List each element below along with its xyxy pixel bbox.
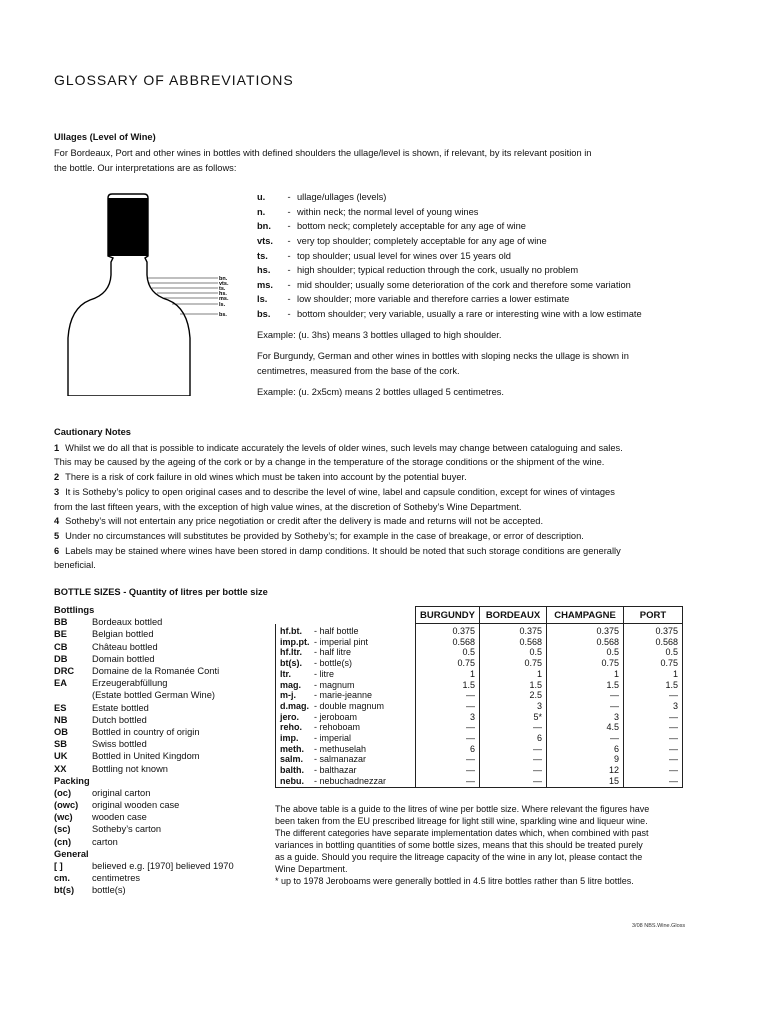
- list-item: bt(s) bottle(s): [54, 885, 126, 896]
- litre-value-cell: —: [547, 690, 624, 701]
- litre-value-cell: 0.568: [480, 637, 547, 648]
- litre-value-cell: 0.375: [480, 624, 547, 637]
- litre-value-cell: —: [624, 765, 683, 776]
- litre-value-cell: —: [624, 776, 683, 787]
- mark-ls: ls.: [219, 302, 226, 308]
- mark-ts: ts.: [219, 286, 226, 292]
- mark-bs: bs.: [219, 312, 227, 318]
- litre-value-cell: 3: [416, 712, 480, 723]
- litre-value-cell: 1.5: [416, 680, 480, 691]
- size-name-cell: mag. - magnum: [276, 680, 416, 691]
- litre-value-cell: 0.568: [547, 637, 624, 648]
- note-line: 2 There is a risk of cork failure in old wines which must be taken into account by the potential buyer.: [54, 472, 467, 483]
- litre-value-cell: —: [480, 722, 547, 733]
- litre-value-cell: 5*: [480, 712, 547, 723]
- bottle-outline-icon: [68, 194, 190, 396]
- size-name-cell: hf.bt. - half bottle: [276, 624, 416, 637]
- list-item: UK Bottled in United Kingdom: [54, 751, 200, 762]
- note-line: as a guide. Should you require the litreage capacity of the wine in any lot, please contact the: [275, 852, 643, 862]
- litre-value-cell: 0.5: [547, 647, 624, 658]
- list-item: (wc) wooden case: [54, 812, 147, 823]
- bottle-size-table: [275, 606, 683, 788]
- table-row: [276, 744, 683, 755]
- litre-value-cell: —: [624, 690, 683, 701]
- col-champagne: CHAMPAGNE: [547, 607, 624, 624]
- note-line: * up to 1978 Jeroboams were generally bottled in 4.5 litre bottles rather than 5 litre bottles.: [275, 876, 634, 886]
- litre-value-cell: —: [416, 754, 480, 765]
- size-name-cell: hf.ltr. - half litre: [276, 647, 416, 658]
- litre-value-cell: 0.75: [480, 658, 547, 669]
- note-line: from the last fifteen years, with the exception of high value wines, at the discretion of Sotheby’s Wine Department.: [54, 501, 522, 512]
- list-item: NB Dutch bottled: [54, 714, 147, 725]
- list-item: (cn) carton: [54, 836, 118, 847]
- list-item: EA Erzeugerabfüllung: [54, 678, 168, 689]
- table-row: [276, 680, 683, 691]
- table-row: [276, 669, 683, 680]
- litre-value-cell: 2.5: [480, 690, 547, 701]
- table-row: [276, 765, 683, 776]
- list-item: (sc) Sotheby’s carton: [54, 824, 162, 835]
- litre-value-cell: 0.75: [547, 658, 624, 669]
- size-name-cell: salm. - salmanazar: [276, 754, 416, 765]
- bottle-diagram: [60, 190, 260, 396]
- list-item: BB Bordeaux bottled: [54, 617, 163, 628]
- example-hs: Example: (u. 3hs) means 3 bottles ullaged to high shoulder.: [257, 330, 502, 340]
- col-bordeaux: BORDEAUX: [480, 607, 547, 624]
- burgundy-line: centimetres, measured from the base of the cork.: [257, 366, 460, 376]
- litre-value-cell: 0.568: [416, 637, 480, 648]
- size-name-cell: meth. - methuselah: [276, 744, 416, 755]
- cautionary-heading: Cautionary Notes: [54, 427, 131, 437]
- litre-value-cell: 0.375: [416, 624, 480, 637]
- note-line: variances in bottling quantities of some bottle sizes, means that this should be treated purely: [275, 840, 643, 850]
- litre-value-cell: 1.5: [624, 680, 683, 691]
- litre-value-cell: —: [416, 690, 480, 701]
- table-row: [276, 647, 683, 658]
- list-item: OB Bottled in country of origin: [54, 726, 200, 737]
- table-row: [276, 712, 683, 723]
- litre-value-cell: 6: [547, 744, 624, 755]
- page-title: GLOSSARY OF ABBREVIATIONS: [54, 72, 294, 88]
- mark-vts: vts.: [219, 281, 229, 287]
- legend-row: ls. - low shoulder; more variable and therefore carries a lower estimate: [257, 294, 570, 305]
- note-line: 4 Sotheby’s will not entertain any price negotiation or credit after the delivery is made and returns will not be accepted.: [54, 516, 544, 527]
- size-name-cell: jero. - jeroboam: [276, 712, 416, 723]
- litre-value-cell: 12: [547, 765, 624, 776]
- litre-value-cell: 0.5: [416, 647, 480, 658]
- litre-value-cell: —: [416, 701, 480, 712]
- note-line: been taken from the EU prescribed litreage for light still wine, sparkling wine and liqueur wine.: [275, 816, 648, 826]
- mark-hs: hs.: [219, 291, 227, 297]
- packing-heading: Packing: [54, 775, 90, 786]
- note-line: 1 Whilst we do all that is possible to indicate accurately the levels of older wines, such levels may change between cataloguing and sales.: [54, 442, 623, 453]
- size-name-cell: nebu. - nebuchadnezzar: [276, 776, 416, 787]
- litre-value-cell: —: [624, 733, 683, 744]
- litre-value-cell: 0.375: [624, 624, 683, 637]
- abbreviation-list: [54, 604, 234, 897]
- table-row: [276, 722, 683, 733]
- note-line: This may be caused by the ageing of the cork or by a change in the temperature of the storage conditions or the shipment of the wine.: [54, 457, 605, 468]
- litre-value-cell: 4.5: [547, 722, 624, 733]
- litre-value-cell: 15: [547, 776, 624, 787]
- litre-value-cell: 1.5: [547, 680, 624, 691]
- note-line: The above table is a guide to the litres of wine per bottle size. Where relevant the figures have: [275, 804, 650, 814]
- litre-value-cell: 6: [416, 744, 480, 755]
- bottlings-heading: Bottlings: [54, 605, 95, 616]
- list-item: cm. centimetres: [54, 873, 141, 884]
- litre-value-cell: —: [624, 712, 683, 723]
- list-item: (owc) original wooden case: [54, 800, 180, 811]
- list-item: CB Château bottled: [54, 641, 158, 652]
- table-row: [276, 624, 683, 637]
- litre-value-cell: —: [480, 754, 547, 765]
- size-name-cell: balth. - balthazar: [276, 765, 416, 776]
- list-item: DRC Domaine de la Romanée Conti: [54, 666, 220, 677]
- size-name-cell: reho. - rehoboam: [276, 722, 416, 733]
- litre-value-cell: 6: [480, 733, 547, 744]
- size-name-cell: ltr. - litre: [276, 669, 416, 680]
- litre-value-cell: —: [547, 701, 624, 712]
- litre-value-cell: —: [416, 776, 480, 787]
- litre-value-cell: —: [480, 765, 547, 776]
- litre-value-cell: 3: [480, 701, 547, 712]
- size-name-cell: m-j. - marie-jeanne: [276, 690, 416, 701]
- mark-ms: ms.: [219, 296, 229, 302]
- note-line: beneficial.: [54, 560, 96, 571]
- bottle-sizes-heading: BOTTLE SIZES - Quantity of litres per bottle size: [54, 587, 268, 597]
- burgundy-note: [257, 349, 677, 379]
- litre-value-cell: 3: [547, 712, 624, 723]
- table-row: [276, 776, 683, 787]
- legend-row: hs. - high shoulder; typical reduction through the cork, usually no problem: [257, 265, 579, 276]
- legend-row: vts. - very top shoulder; completely acceptable for any age of wine: [257, 236, 547, 247]
- note-line: 3 It is Sotheby’s policy to open original cases and to describe the level of wine, label and capsule condition, except for wines of vintages: [54, 486, 615, 497]
- table-row: [276, 701, 683, 712]
- legend-row: ts. - top shoulder; usual level for wines over 15 years old: [257, 250, 511, 261]
- litre-value-cell: —: [416, 765, 480, 776]
- litre-value-cell: 1: [547, 669, 624, 680]
- litre-value-cell: 0.568: [624, 637, 683, 648]
- table-row: [276, 637, 683, 648]
- burgundy-line: For Burgundy, German and other wines in bottles with sloping necks the ullage is shown in: [257, 351, 629, 361]
- table-row: [276, 754, 683, 765]
- col-port: PORT: [624, 607, 683, 624]
- litre-value-cell: 0.5: [624, 647, 683, 658]
- legend-row: ms. - mid shoulder; usually some deterioration of the cork and therefore some variation: [257, 279, 631, 290]
- list-item: (oc) original carton: [54, 787, 151, 798]
- litre-value-cell: —: [416, 733, 480, 744]
- size-name-cell: imp.pt. - imperial pint: [276, 637, 416, 648]
- litre-value-cell: 0.5: [480, 647, 547, 658]
- size-name-cell: imp. - imperial: [276, 733, 416, 744]
- list-item: XX Bottling not known: [54, 763, 168, 774]
- litre-value-cell: 0.75: [624, 658, 683, 669]
- list-item: SB Swiss bottled: [54, 739, 147, 750]
- litre-value-cell: 0.75: [416, 658, 480, 669]
- litre-value-cell: 3: [624, 701, 683, 712]
- ullage-legend: [257, 190, 642, 321]
- col-burgundy: BURGUNDY: [416, 607, 480, 624]
- legend-row: bn. - bottom neck; completely acceptable for any age of wine: [257, 221, 526, 232]
- list-item: (Estate bottled German Wine): [92, 690, 215, 701]
- ullages-intro-line: the bottle. Our interpretations are as follows:: [54, 163, 237, 173]
- list-item: BE Belgian bottled: [54, 629, 154, 640]
- note-line: 5 Under no circumstances will substitutes be provided by Sotheby’s; for example in the case of breakage, or error of description.: [54, 530, 584, 541]
- ullages-intro-line: For Bordeaux, Port and other wines in bottles with defined shoulders the ullage/level is shown, if relevant, by its relevant position in: [54, 148, 592, 158]
- list-item: DB Domain bottled: [54, 653, 155, 664]
- cautionary-notes: [54, 425, 714, 573]
- table-row: [276, 690, 683, 701]
- legend-row: bs. - bottom shoulder; very variable, usually a rare or interesting wine with a low estimate: [257, 309, 642, 320]
- list-item: ES Estate bottled: [54, 702, 149, 713]
- litre-value-cell: —: [416, 722, 480, 733]
- litre-value-cell: 9: [547, 754, 624, 765]
- footer-code: 3/08 NBS.Wine.Gloss: [632, 923, 686, 929]
- size-name-cell: bt(s). - bottle(s): [276, 658, 416, 669]
- litre-value-cell: —: [624, 754, 683, 765]
- note-line: Wine Department.: [275, 864, 348, 874]
- mark-bn: bn.: [219, 276, 228, 282]
- table-note: [275, 803, 685, 887]
- ullages-intro: [54, 146, 734, 176]
- litre-value-cell: 1: [480, 669, 547, 680]
- general-heading: General: [54, 848, 89, 859]
- note-line: 6 Labels may be stained where wines have been stored in damp conditions. It should be noted that such storage conditions are generally: [54, 545, 621, 556]
- litre-value-cell: —: [480, 776, 547, 787]
- litre-value-cell: —: [624, 722, 683, 733]
- example-cm: Example: (u. 2x5cm) means 2 bottles ullaged 5 centimetres.: [257, 387, 504, 397]
- table-row: [276, 658, 683, 669]
- litre-value-cell: 1.5: [480, 680, 547, 691]
- legend-row: u. - ullage/ullages (levels): [257, 192, 387, 203]
- litre-value-cell: 0.375: [547, 624, 624, 637]
- litre-value-cell: —: [480, 744, 547, 755]
- litre-value-cell: 1: [416, 669, 480, 680]
- table-row: [276, 733, 683, 744]
- ullages-heading: Ullages (Level of Wine): [54, 132, 156, 142]
- size-name-cell: d.mag. - double magnum: [276, 701, 416, 712]
- litre-value-cell: 1: [624, 669, 683, 680]
- litre-value-cell: —: [624, 744, 683, 755]
- note-line: The different categories have separate implementation dates which, when combined with past: [275, 828, 649, 838]
- legend-row: n. - within neck; the normal level of young wines: [257, 206, 479, 217]
- litre-value-cell: —: [547, 733, 624, 744]
- list-item: [ ] believed e.g. [1970] believed 1970: [54, 861, 234, 872]
